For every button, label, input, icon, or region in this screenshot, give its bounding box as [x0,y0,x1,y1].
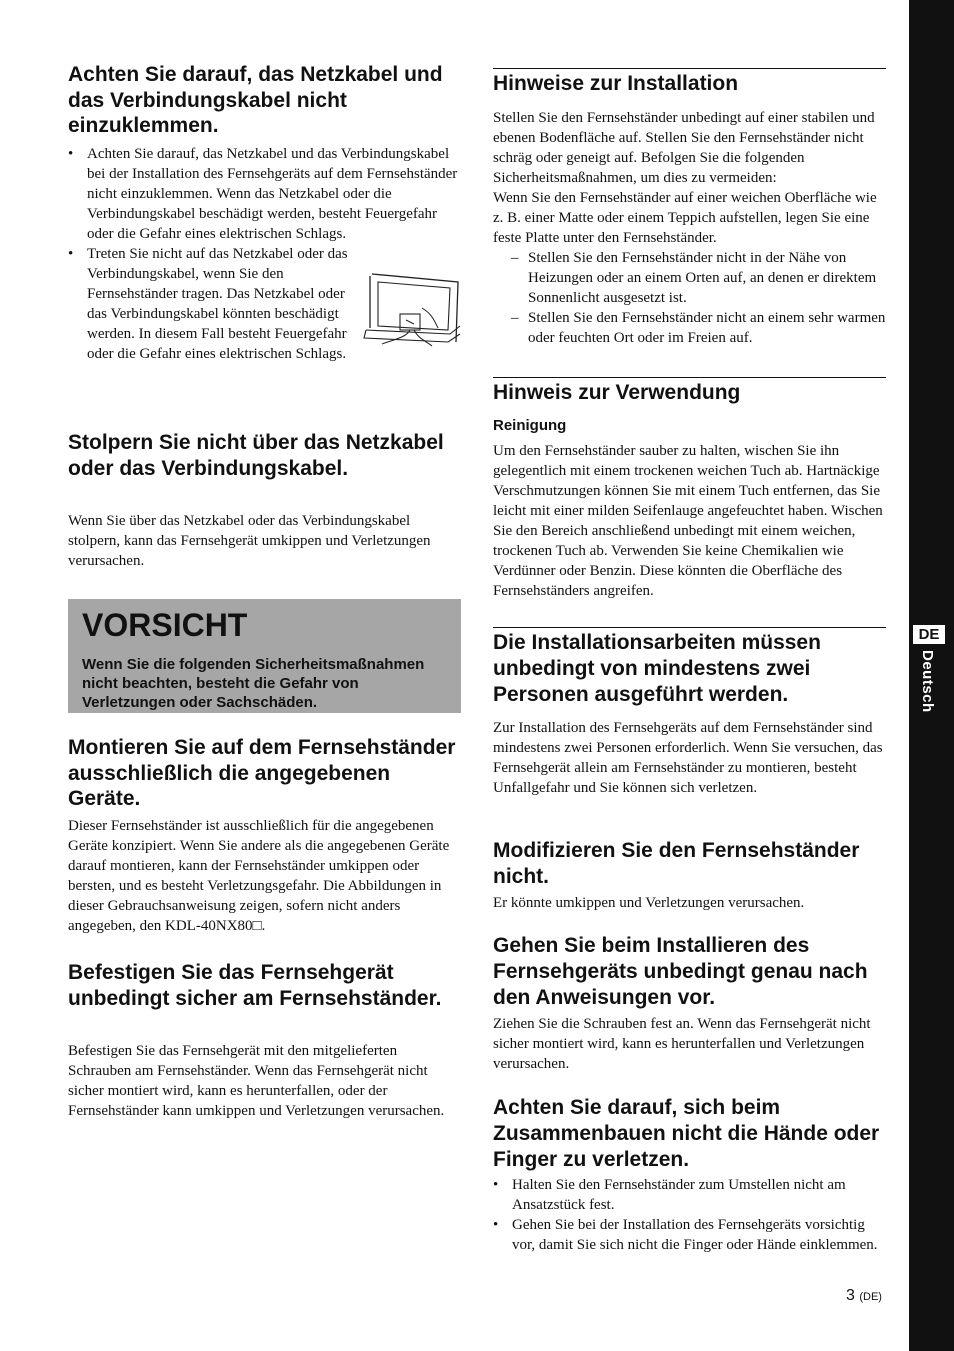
section-title-cables: Achten Sie darauf, das Netzkabel und das Verbindungskabel nicht einzuklemmen. [68,63,443,137]
cleaning-body: Um den Fernsehständer sauber zu halten, wischen Sie ihn gelegentlich mit einem trockenen weichen Tuch ab. Hartnäckige Verschmutzungen können Sie mit einem Tuch entfernen, das Sie leicht mit einer milden Seifenlauge angefeuchtet haben. Wischen Sie den Bereich anschließend unbedingt mit einem weichen, trockenen Tuch ab. Verwenden Sie keine Chemikalien wie Verdünner oder Benzin. Diese könnten die Oberfläche des Fernsehständers angreifen. [493,443,883,599]
fasten-body: Befestigen Sie das Fernsehgerät mit den mitgelieferten Schrauben am Fernsehständer. Wenn das Fernsehgerät nicht sicher montiert wird, kann es herunterfallen, oder der Fernsehständer kann umkippen und Verletzungen verursachen. [68,1043,445,1119]
list-item: • Halten Sie den Fernsehständer zum Umstellen nicht am Ansatzstück fest. [493,1175,886,1215]
cleaning-subtitle: Reinigung [493,417,567,434]
list-item: – Stellen Sie den Fernsehständer nicht an einem sehr warmen oder feuchten Ort oder im Freien auf. [493,308,886,348]
caution-title: VORSICHT [82,607,248,643]
section-title-hands: Achten Sie darauf, sich beim Zusammenbauen nicht die Hände oder Finger zu verletzen. [493,1096,880,1171]
caution-box [68,599,461,713]
no-modify-body: Er könnte umkippen und Verletzungen verursachen. [493,895,805,911]
page-number-value: 3 [846,1287,855,1304]
list-item: • Achten Sie darauf, das Netzkabel und das Verbindungskabel bei der Installation des Fernsehgeräts auf dem Fernsehständer nicht einzuklemmen. Wenn das Netzkabel oder die Verbindungskabel beschädigt werden, besteht Feuergefahr oder die Gefahr eines elektrischen Schlags. [68,144,461,244]
page-number [846,1287,882,1305]
list-item: • Gehen Sie bei der Installation des Fernsehgeräts vorsichtig vor, damit Sie sich nicht die Finger oder Hände einklemmen. [493,1215,886,1255]
tv-stand-cable-illustration [362,268,464,348]
devices-body: Dieser Fernsehständer ist ausschließlich für die angegebenen Geräte konzipiert. Wenn Sie andere als die angegebenen Geräte darauf montieren, kann der Fernsehständer umkippen oder bersten, und es besteht Verletzungsgefahr. Die Abbildungen in dieser Gebrauchsanweisung zeigen, sofern nicht anders angegeben, den KDL-40NX80□. [68,818,450,934]
language-label: Deutsch [919,650,936,713]
section-title-two-persons: Die Installationsarbeiten müssen unbedingt von mindestens zwei Personen ausgeführt werden. [493,631,821,706]
language-code-badge: DE [913,625,945,644]
installation-body-soft-surface: Wenn Sie den Fernsehständer auf einer weichen Oberfläche wie z. B. einer Matte oder einem Teppich aufstellen, legen Sie eine feste Platte unter den Fernsehständer. [493,190,877,246]
section-rule [493,377,886,378]
section-title-installation-notes: Hinweise zur Installation [493,72,739,95]
list-item: – Stellen Sie den Fernsehständer nicht in der Nähe von Heizungen oder an einem Orten auf, an denen er direktem Sonnenlicht ausgesetzt ist. [493,248,886,308]
two-persons-body: Zur Installation des Fernsehgeräts auf dem Fernsehständer sind mindestens zwei Personen erforderlich. Wenn Sie versuchen, das Fernsehgerät allein am Fernsehständer zu montieren, besteht Unfallgefahr und Sie können sich verletzen. [493,720,883,796]
section-rule [493,627,886,628]
section-title-no-modify: Modifizieren Sie den Fernsehständer nicht. [493,839,860,888]
follow-instructions-body: Ziehen Sie die Schrauben fest an. Wenn das Fernsehgerät nicht sicher montiert wird, kann es herunterfallen und Verletzungen verursachen. [493,1016,871,1072]
installation-dash-list [493,248,886,348]
section-title-usage: Hinweis zur Verwendung [493,381,741,404]
page-number-suffix: (DE) [859,1291,882,1303]
hands-bullet-list [493,1175,886,1255]
tripping-body: Wenn Sie über das Netzkabel oder das Verbindungskabel stolpern, kann das Fernsehgerät umkippen und Verletzungen verursachen. [68,513,431,569]
section-title-follow-instructions: Gehen Sie beim Installieren des Fernsehgeräts unbedingt genau nach den Anweisungen vor. [493,934,868,1009]
section-title-devices: Montieren Sie auf dem Fernsehständer ausschließlich die angegebenen Geräte. [68,736,456,810]
list-item: • Treten Sie nicht auf das Netzkabel oder das Verbindungskabel, wenn Sie den Fernsehständer tragen. Das Netzkabel oder das Verbindungskabel könnten beschädigt werden. In diesem Fall besteht Feuergefahr oder die Gefahr eines elektrischen Schlags. [68,244,461,364]
section-title-fasten: Befestigen Sie das Fernsehgerät unbedingt sicher am Fernsehständer. [68,961,442,1010]
installation-body: Stellen Sie den Fernsehständer unbedingt auf einer stabilen und ebenen Bodenfläche auf. Stellen Sie den Fernsehständer nicht schräg oder geneigt auf. Befolgen Sie die folgenden Sicherheitsmaßnahmen, um dies zu vermeiden: [493,110,875,186]
section-rule [493,68,886,69]
caution-text: Wenn Sie die folgenden Sicherheitsmaßnahmen nicht beachten, besteht die Gefahr von Verletzungen oder Sachschäden. [82,656,425,711]
section-title-tripping: Stolpern Sie nicht über das Netzkabel oder das Verbindungskabel. [68,431,444,480]
